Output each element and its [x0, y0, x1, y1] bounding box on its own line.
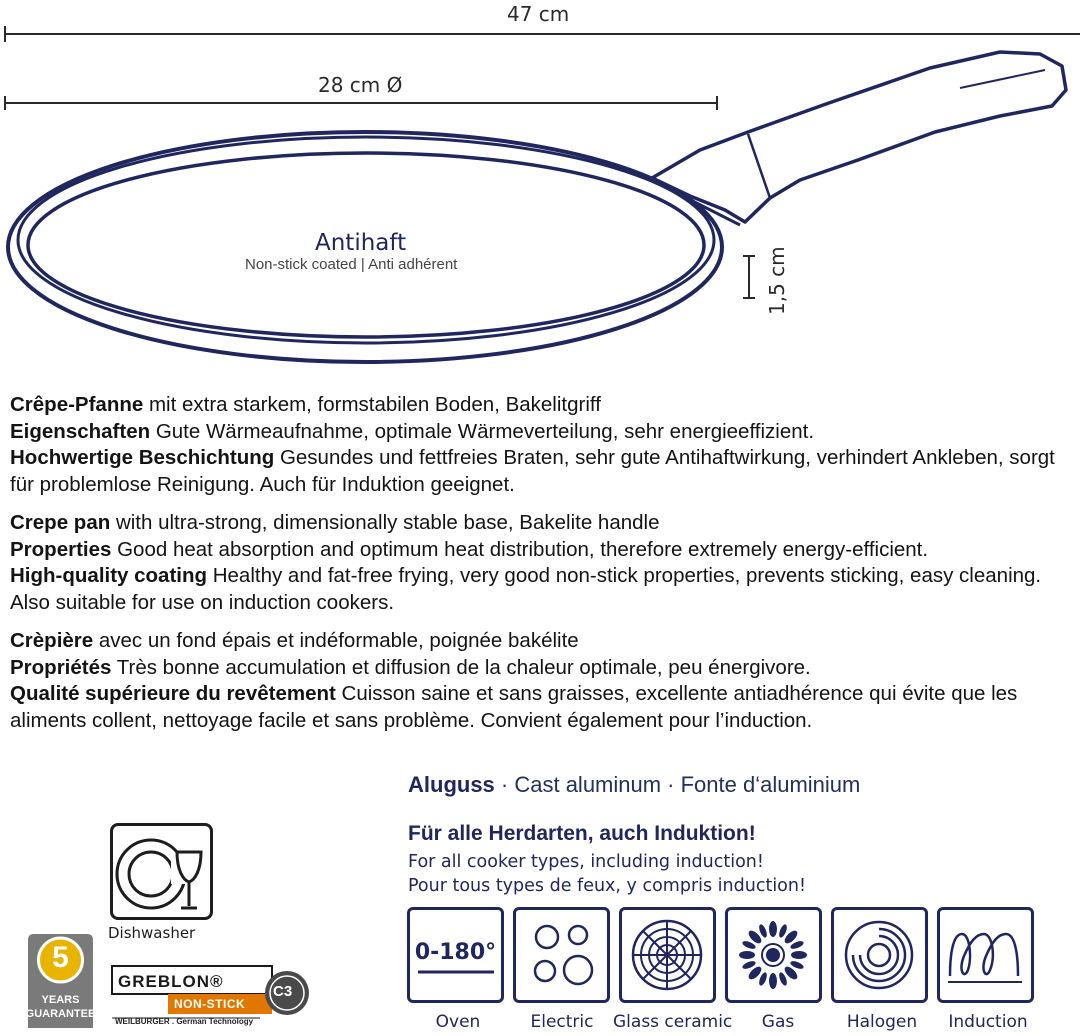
induction-hob-icon	[937, 907, 1034, 1003]
desc-line: Eigenschaften Gute Wärmeaufnahme, optimale Wärmeverteilung, sehr energieeffizient.	[10, 419, 815, 443]
greblon-nonstick: NON-STICK	[174, 997, 246, 1011]
desc-line: Qualité supérieure du revêtement Cuisson saine et sans graisses, excellente antiadhérence qui évite que les aliments collent, nettoyage facile et sans problème. Convient également pour l’induction.	[10, 682, 1018, 732]
cooker-title: Für alle Herdarten, auch Induktion!	[408, 822, 756, 845]
pan-handle	[652, 52, 1066, 222]
greblon-grade: C3	[273, 983, 293, 1000]
gas-label: Gas	[761, 1012, 795, 1032]
gas-hob-icon	[725, 907, 822, 1003]
desc-line: Properties Good heat absorption and optimum heat distribution, therefore extremely energy-efficient.	[10, 537, 929, 561]
oven-icon	[407, 907, 504, 1003]
description-de	[10, 392, 1080, 498]
cooker-line-fr: Pour tous types de feux, y compris induction!	[408, 876, 806, 896]
halogen-label: Halogen	[846, 1012, 918, 1032]
glass-ceramic-hob-icon	[619, 907, 716, 1003]
electric-label: Electric	[530, 1012, 594, 1032]
coating-subtitle: Non-stick coated | Anti adhérent	[245, 256, 458, 273]
guarantee-badge	[24, 932, 97, 1030]
desc-line: Crêpe-Pfanne mit extra starkem, formstabilen Boden, Bakelitgriff	[10, 393, 601, 416]
desc-line: Crèpière avec un fond épais et indéformable, poignée bakélite	[10, 629, 579, 652]
height-label: 1,5 cm	[765, 246, 789, 315]
total-length-label: 47 cm	[507, 2, 570, 26]
greblon-tech: WEILBURGER . German Technology	[115, 1017, 254, 1026]
glass-ceramic-label: Glass ceramic	[613, 1012, 733, 1032]
material-line: Aluguss · Cast aluminum · Fonte d‘aluminium	[408, 772, 861, 797]
oven-label: Oven	[435, 1012, 481, 1032]
desc-line: High-quality coating Healthy and fat-free frying, very good non-stick properties, prevents sticking, easy cleaning. Also suitable for use on induction cookers.	[10, 564, 1042, 614]
description-fr	[10, 628, 1080, 734]
dishwasher-label: Dishwasher	[108, 924, 196, 942]
guarantee-text: GUARANTEE	[25, 1008, 96, 1020]
electric-hob-icon	[513, 907, 610, 1003]
induction-label: Induction	[948, 1012, 1028, 1032]
guarantee-years: YEARS	[41, 994, 80, 1006]
cooker-line-en: For all cooker types, including induction!	[408, 852, 764, 872]
diameter-label: 28 cm Ø	[318, 73, 403, 97]
oven-temp: 0-180°	[414, 940, 497, 965]
pan-diagram	[0, 0, 1080, 370]
coating-title: Antihaft	[315, 230, 407, 256]
desc-line: Crepe pan with ultra-strong, dimensionally stable base, Bakelite handle	[10, 511, 660, 534]
guarantee-number: 5	[52, 941, 69, 974]
greblon-brand: GREBLON®	[118, 972, 224, 991]
dishwasher-icon	[110, 823, 213, 920]
description-en	[10, 510, 1080, 616]
desc-line: Propriétés Très bonne accumulation et diffusion de la chaleur optimale, peu énergivore.	[10, 655, 811, 679]
desc-line: Hochwertige Beschichtung Gesundes und fettfreies Braten, sehr gute Antihaftwirkung, verhindert Ankleben, sorgt für problemlose Reinigung. Auch für Induktion geeignet.	[10, 446, 1055, 496]
halogen-hob-icon	[831, 907, 928, 1003]
